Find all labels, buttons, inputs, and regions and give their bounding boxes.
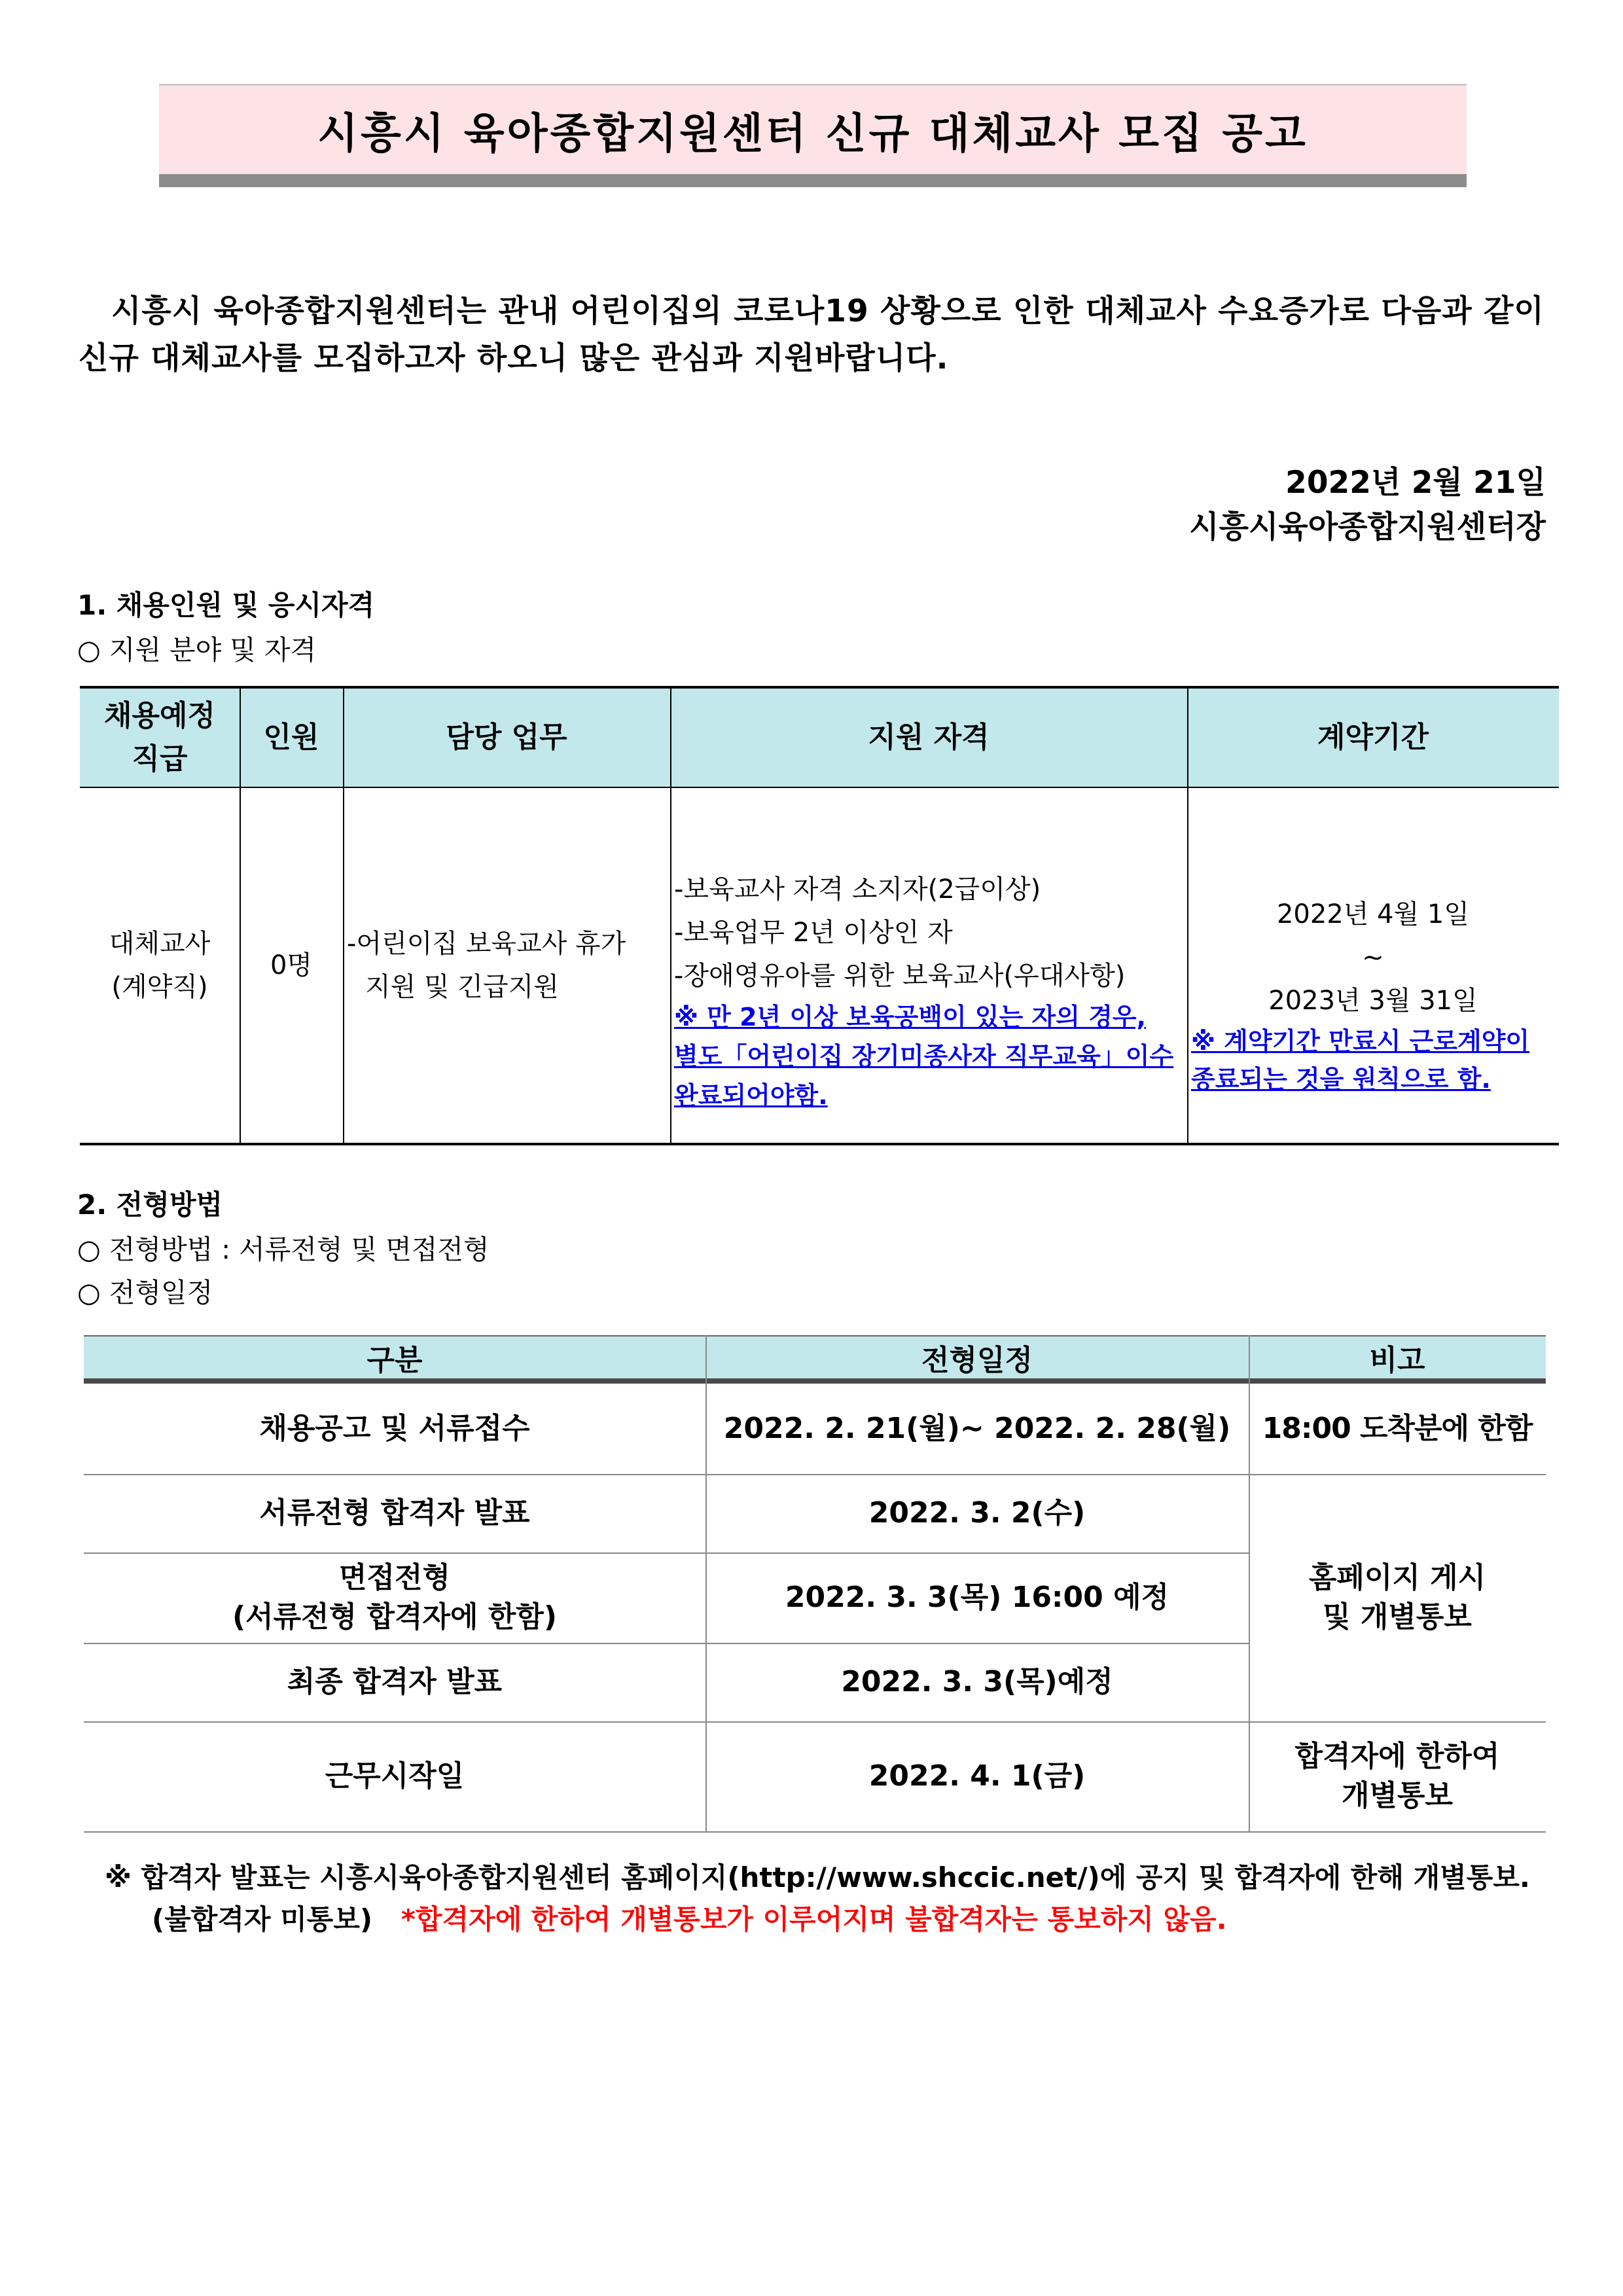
section2-bullet-method: ○ 전형방법 : 서류전형 및 면접전형 — [77, 1234, 490, 1265]
note-no-notice: (불합격자 미통보) — [152, 1903, 373, 1935]
header-category: 구분 — [84, 1335, 705, 1384]
qualification-table — [80, 686, 1559, 1145]
row5-schedule: 2022. 4. 1(금) — [868, 1759, 1086, 1793]
row3-category: 면접전형 (서류전형 합격자에 한함) — [232, 1561, 557, 1634]
header-duty: 담당 업무 — [343, 689, 670, 788]
row1-schedule: 2022. 2. 21(월)~ 2022. 2. 28(월) — [723, 1412, 1231, 1445]
note-warning: *합격자에 한하여 개별통보가 이루어지며 불합격자는 통보하지 않음. — [401, 1903, 1227, 1935]
header-period: 계약기간 — [1187, 689, 1559, 788]
notice-date: 2022년 2월 21일 — [1285, 465, 1546, 501]
section2-title: 2. 전형방법 — [77, 1189, 223, 1221]
header-qualification: 지원 자격 — [670, 689, 1187, 788]
section2-bullet-schedule: ○ 전형일정 — [77, 1277, 213, 1308]
merged-remark: 홈페이지 게시 및 개별통보 — [1308, 1561, 1486, 1634]
page-title: 시흥시 육아종합지원센터 신규 대체교사 모집 공고 — [317, 109, 1308, 158]
row5-category: 근무시작일 — [325, 1759, 465, 1793]
footer-note-2 — [152, 1898, 1227, 1937]
footer-note: ※ 합격자 발표는 시흥시육아종합지원센터 홈페이지(http://www.shccic.net/)에 공지 및 합격자에 한해 개별통보. — [105, 1861, 1530, 1893]
section1-title: 1. 채용인원 및 응시자격 — [77, 589, 375, 621]
row3-schedule: 2022. 3. 3(목) 16:00 예정 — [785, 1581, 1169, 1614]
row-count: 0명 — [270, 950, 313, 980]
row-position: 대체교사 (계약직) — [109, 929, 211, 1002]
row2-category: 서류전형 합격자 발표 — [259, 1496, 530, 1530]
schedule-table — [84, 1335, 1546, 1833]
row1-remark: 18:00 도착분에 한함 — [1262, 1412, 1533, 1445]
header-schedule: 전형일정 — [705, 1335, 1249, 1384]
intro-paragraph: 시흥시 육아종합지원센터는 관내 어린이집의 코로나19 상황으로 인한 대체교사 수요증가로 다음과 같이 신규 대체교사를 모집하고자 하오니 많은 관심과 지원바랍니다. — [79, 293, 1544, 376]
header-position: 채용예정 직급 — [80, 689, 240, 788]
notice-issuer: 시흥시육아종합지원센터장 — [1189, 509, 1546, 545]
row1-category: 채용공고 및 서류접수 — [259, 1412, 530, 1445]
row-period: 2022년 4월 1일 ~ 2023년 3월 31일 ※ 계약기간 만료시 근로계약이 종료되는 것을 원칙으로 함. — [1191, 899, 1530, 1094]
row-qualification: -보육교사 자격 소지자(2급이상) -보육업무 2년 이상인 자 -장애영유아를 위한 보육교사(우대사항) ※ 만 2년 이상 보육공백이 있는 자의 경우, 별도「어린이집 장기미종사자 직무교육」이수 완료되어야함. — [674, 874, 1174, 1110]
row2-schedule: 2022. 3. 2(수) — [868, 1496, 1086, 1530]
divider — [84, 1831, 1546, 1833]
row4-schedule: 2022. 3. 3(목)예정 — [841, 1665, 1113, 1698]
title-banner — [159, 84, 1467, 187]
row4-category: 최종 합격자 발표 — [287, 1665, 503, 1698]
section1-bullet: ○ 지원 분야 및 자격 — [77, 634, 317, 666]
header-count: 인원 — [240, 689, 343, 788]
row-duty: -어린이집 보육교사 휴가 지원 및 긴급지원 — [347, 929, 626, 1002]
header-remark: 비고 — [1249, 1335, 1546, 1384]
row5-remark: 합격자에 한하여 개별통보 — [1294, 1740, 1500, 1812]
